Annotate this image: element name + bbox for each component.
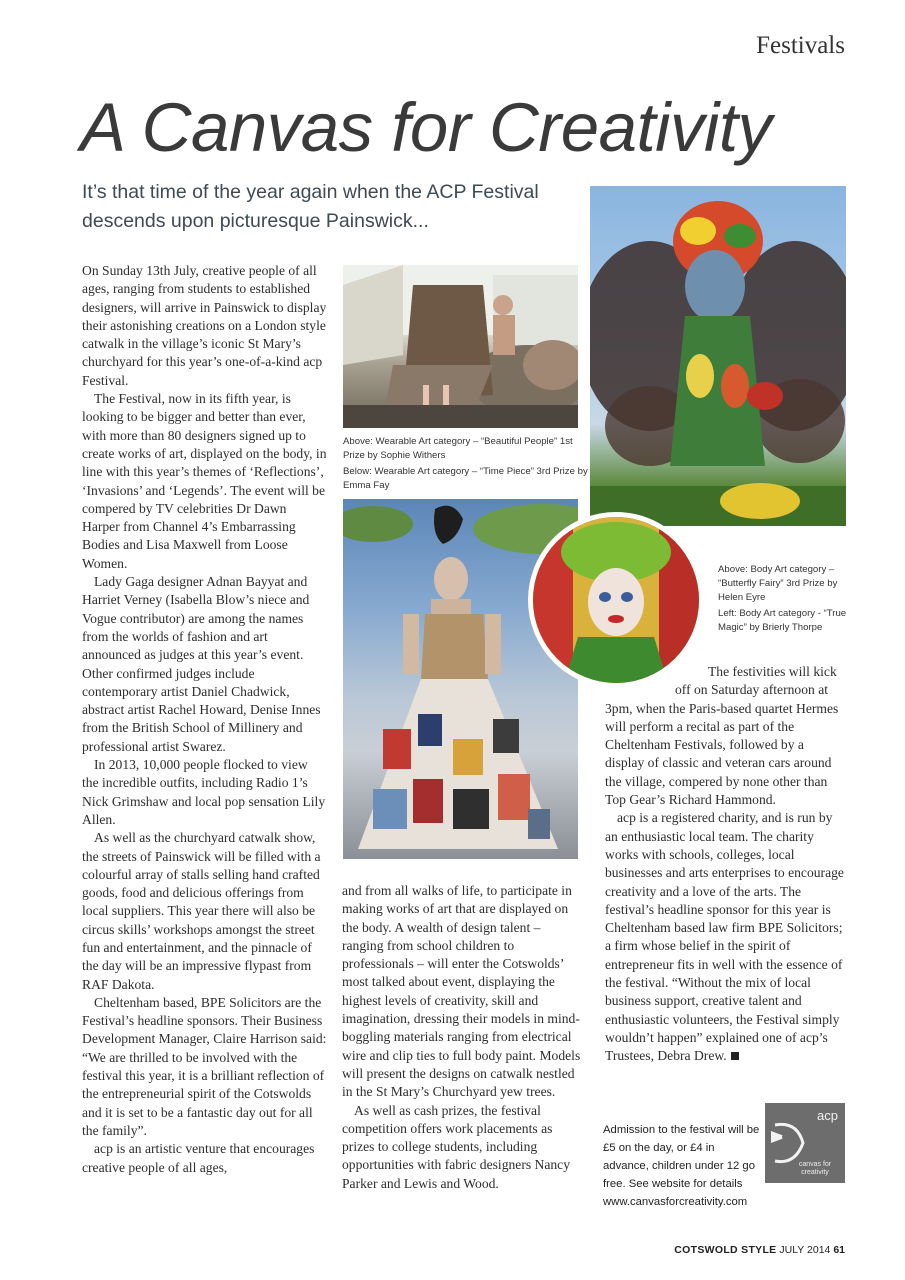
body-paragraph: As well as cash prizes, the festival competition offers work placements as prizes to college students, including opportunities with fabric designers Nancy Parker and Lewis and Wood. (342, 1102, 571, 1191)
caption-above-wearable: Above: Wearable Art category – “Beautiful People” 1st Prize by Sophie Withers (343, 436, 573, 461)
body-paragraph (605, 809, 845, 1065)
photo-true-magic-illustration (533, 517, 699, 683)
body-column-2 (342, 882, 582, 1193)
standfirst: It’s that time of the year again when the ACP Festival descends upon picturesque Painswick... (82, 181, 539, 232)
page-footer (674, 1244, 845, 1256)
logo-tagline: canvas for creativity (798, 1161, 832, 1176)
body-paragraph: In 2013, 10,000 people flocked to view the incredible outfits, including Radio 1’s Nick Grimshaw and local pop sensation Lily Allen. (82, 757, 326, 827)
body-paragraph: Lady Gaga designer Adnan Bayyat and Harriet Verney (Isabella Blow’s niece and Vogue contributor) are among the names from the worlds of fashion and art announced as judges at this year’s event. Other confirmed judges include contemporary artist Daniel Chadwick, abstract artist Rachel Howard, Denise Innes from the British School of Millinery and professional artist Swarez. (82, 574, 321, 754)
caption-below-wearable: Below: Wearable Art category – “Time Piece” 3rd Prize by Emma Fay (343, 466, 588, 491)
caption-wearable-art (343, 435, 588, 493)
acp-logo (765, 1103, 845, 1183)
end-mark-icon (731, 1052, 739, 1060)
caption-left-body: Left: Body Art category - “True Magic” by Brierly Thorpe (718, 608, 847, 633)
page-number: 61 (833, 1244, 845, 1256)
article-title: A Canvas for Creativity (80, 89, 772, 166)
caption-body-art (718, 563, 863, 635)
logo-name: acp (817, 1108, 838, 1123)
photo-butterfly-fairy-illustration (590, 186, 846, 526)
body-paragraph: and from all walks of life, to participate in making works of art that are displayed on the body. A wealth of design talent – ranging from school children to professionals – will enter the Cotswolds’ most talked about event, displaying the highest levels of creativity, skill and imagination, dressing their models in mind-boggling materials ranging from electrical wire and clip ties to full body paint. Models will present the designs on catwalk nestled in the St Mary’s Churchyard yew trees. (342, 883, 581, 1100)
body-paragraph: As well as the churchyard catwalk show, the streets of Painswick will be filled with a colourful array of stalls selling hand crafted goods, food and delicious offerings from local suppliers. This year there will also be circus skills’ workshops amongst the street fun and entertainment, and the pinnacle of the day will be an impressive flypast from RAF Dakota. (82, 830, 321, 992)
body-paragraph: The Festival, now in its fifth year, is looking to be bigger and better than ever, with more than 80 designers signed up to create works of art, displayed on the body, in line with this year’s themes of ‘Reflections’, ‘Invasions’ and ‘Legends’. The event will be compered by TV celebrities Dr Dawn Harper from Channel 4’s Embarrassing Bodies and Lisa Maxwell from Loose Women. (82, 391, 327, 571)
body-paragraph: 3pm, when the Paris-based quartet Hermes will perform a recital as part of the Cheltenham Festivals, followed by a display of classic and veteran cars around the village, compered by none other than Top Gear’s Richard Hammond. (605, 700, 839, 808)
body-paragraph-text: acp is a registered charity, and is run by an enthusiastic local team. The charity works with schools, colleges, local businesses and arts enterprises to encourage creativity and a love of the arts. The festival’s headline sponsor for this year is Cheltenham based law firm BPE Solicitors; a firm whose belief in the spirit of entrepreneur fits in well with the essence of the festival. “Without the mix of local business support, creative talent and enthusiastic volunteers, the Festival simply wouldn’t happen” explained one of acp’s Trustees, Debra Drew. (605, 810, 844, 1064)
body-paragraph-lead-line: The festivities will kick (708, 664, 837, 679)
body-paragraph: Cheltenham based, BPE Solicitors are the Festival’s headline sponsors. Their Business Development Manager, Claire Harrison said: “We are thrilled to be involved with the festival this year, it is a brilliant reflection of the entrepreneurial spirit of the Cotswolds and it is set to be a fantastic day out for all the family”. (82, 994, 327, 1138)
body-paragraph-lead-line: off on Saturday afternoon at (675, 682, 829, 698)
body-column-1 (82, 262, 327, 1177)
issue-date: JULY 2014 (779, 1244, 831, 1256)
body-paragraph: acp is an artistic venture that encourages creative people of all ages, (82, 1141, 315, 1175)
photo-butterfly-fairy (590, 186, 846, 526)
photo-beautiful-people-illustration (343, 265, 578, 428)
caption-above-body: Above: Body Art category – “Butterfly Fairy” 3rd Prize by Helen Eyre (718, 564, 838, 603)
section-label: Festivals (756, 32, 845, 59)
body-column-3 (605, 663, 845, 1066)
photo-beautiful-people (343, 265, 578, 428)
photo-true-magic (528, 512, 704, 688)
admission-info: Admission to the festival will be £5 on the day, or £4 in advance, children under 12 go free. See website for details www.canvasforcreativity.com (603, 1124, 760, 1208)
magazine-name: COTSWOLD STYLE (674, 1244, 777, 1256)
body-paragraph: On Sunday 13th July, creative people of all ages, ranging from students to established designers, will arrive in Painswick to display their astonishing creations on a London style catwalk in the village’s iconic St Mary’s churchyard for this year’s one-of-a-kind acp Festival. (82, 263, 327, 388)
